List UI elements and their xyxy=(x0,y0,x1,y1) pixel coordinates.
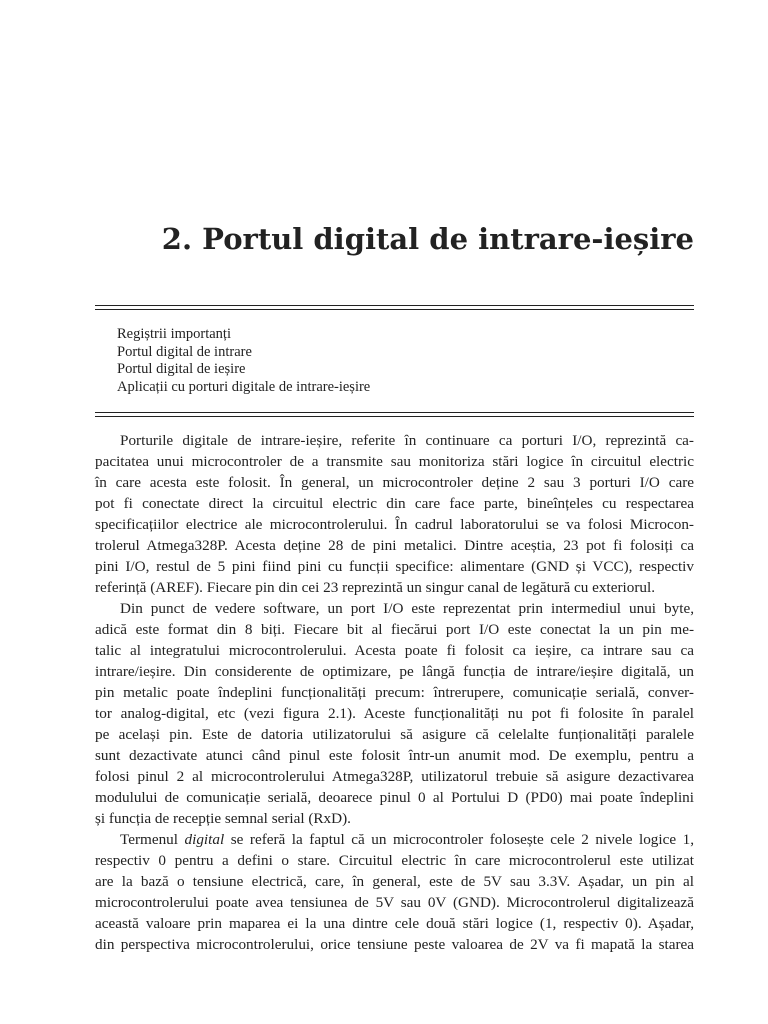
text-line: pe același pin. Este de datoria utilizatorului să asigure că celelalte funționalități paralele xyxy=(95,726,694,743)
text-line: modulului de comunicație serială, deoarece pinul 0 al Portului D (PD0) mai poate îndeplini xyxy=(95,789,694,806)
text-line: specificațiilor electrice ale microcontrolerului. În cadrul laboratorului se va folosi Microcon- xyxy=(95,516,694,533)
text-line: sunt dezactivate atunci când pinul este folosit într-un anumit mod. De exemplu, pentru a xyxy=(95,747,694,764)
text-line: Porturile digitale de intrare-ieșire, referite în continuare ca porturi I/O, reprezintă ca- xyxy=(120,432,694,449)
paragraph-digital-term xyxy=(95,829,694,955)
text-line: pin metalic poate îndeplini funcționalități precum: întrerupere, comunicație serială, conver- xyxy=(95,684,694,701)
text-line: respectiv 0 pentru a defini o stare. Circuitul electric în care microcontrolerul este utilizat xyxy=(95,852,694,869)
emphasized-term: digital xyxy=(184,831,225,848)
contents-item: Portul digital de intrare xyxy=(117,343,252,360)
text-line: Din punct de vedere software, un port I/O este reprezentat prin intermediul unui byte, xyxy=(120,600,694,617)
paragraph-intro xyxy=(95,430,694,598)
text-rest: se referă la faptul că un microcontroler folosește cele 2 nivele logice 1, xyxy=(224,831,694,848)
contents-item: Regiștrii importanți xyxy=(117,326,231,342)
text-line: pini I/O, restul de 5 pini fiind pini cu funcții specifice: alimentare (GND și VCC), respectiv xyxy=(95,558,694,575)
text-line: din perspectiva microcontrolerului, orice tensiune peste valoarea de 2V va fi mapată la starea xyxy=(95,936,694,953)
text-line xyxy=(95,829,694,850)
bottom-double-rule xyxy=(95,412,694,417)
contents-item: Aplicații cu porturi digitale de intrare-ieșire xyxy=(117,378,371,395)
text-line: și funcția de recepție semnal serial (RxD). xyxy=(95,810,351,827)
chapter-contents-list xyxy=(117,326,370,396)
paragraph-software-port xyxy=(95,598,694,829)
text-line: pacitatea unui microcontroler de a transmite sau monitoriza stări logice în circuitul electric xyxy=(95,453,694,470)
text-line: folosi pinul 2 al microcontrolerului Atmega328P, utilizatorul trebuie să asigure dezactivarea xyxy=(95,768,694,785)
text-lead: Termenul xyxy=(120,831,185,848)
contents-item: Portul digital de ieșire xyxy=(117,361,246,377)
text-line: trolerul Atmega328P. Acesta deține 28 de pini metalici. Dintre aceștia, 23 pot fi folosiți ca xyxy=(95,537,694,554)
text-line: această valoare prin maparea ei la una dintre cele două stări logice (1, respectiv 0). Așadar, xyxy=(95,915,694,932)
text-line: are la bază o tensiune electrică, care, în general, este de 5V sau 3.3V. Așadar, un pin al xyxy=(95,873,694,890)
text-line: talic al integratului microcontrolerului. Acesta poate fi folosit ca ieșire, ca intrare sau ca xyxy=(95,642,694,659)
text-line: pot fi conectate direct la circuitul electric din care face parte, bineînțeles cu respectarea xyxy=(95,495,694,512)
text-line: intrare/ieșire. Din considerente de optimizare, pe lângă funcția de intrare/ieșire digitală, un xyxy=(95,663,694,680)
body-text xyxy=(95,430,694,955)
top-double-rule xyxy=(95,305,694,310)
text-line: adică este format din 8 biți. Fiecare bit al fiecărui port I/O este conectat la un pin me- xyxy=(95,621,694,638)
text-line: în care acesta este folosit. În general, un microcontroler deține 2 sau 3 porturi I/O care xyxy=(95,474,694,491)
text-line: referință (AREF). Fiecare pin din cei 23 reprezintă un singur canal de legătură cu exteriorul. xyxy=(95,579,656,596)
text-line: tor analog-digital, etc (vezi figura 2.1). Aceste funcționalități nu pot fi folosite în paralel xyxy=(95,705,694,722)
chapter-title: 2. Portul digital de intrare-ieșire xyxy=(161,222,694,256)
text-line: microcontrolerului poate avea tensiunea de 5V sau 0V (GND). Microcontrolerul digitalizează xyxy=(95,894,694,911)
